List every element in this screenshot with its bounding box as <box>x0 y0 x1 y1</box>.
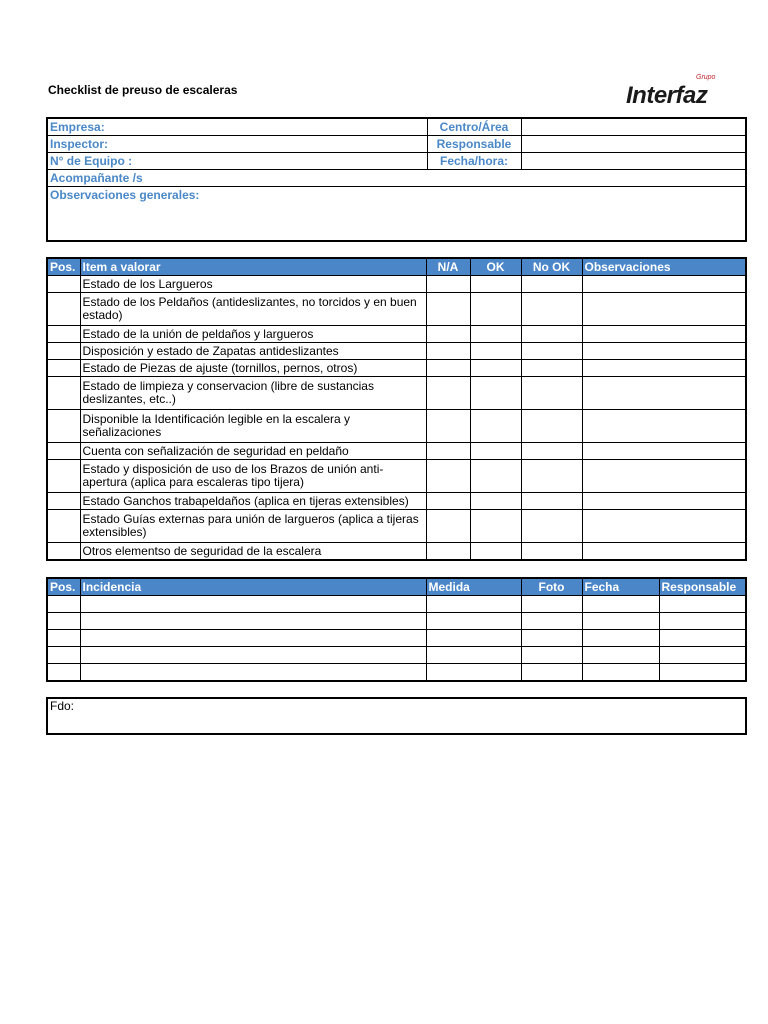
ok-cell[interactable] <box>470 326 521 343</box>
responsable-cell[interactable] <box>659 613 746 630</box>
responsable-cell[interactable] <box>659 664 746 682</box>
pos-cell[interactable] <box>47 410 80 443</box>
fecha-cell[interactable] <box>582 613 659 630</box>
nook-cell[interactable] <box>521 460 582 493</box>
incidencia-cell[interactable] <box>80 630 426 647</box>
pos-cell[interactable] <box>47 510 80 543</box>
obs-cell[interactable] <box>582 543 746 561</box>
pos-cell[interactable] <box>47 276 80 293</box>
incidencias-table <box>46 577 747 682</box>
foto-cell[interactable] <box>521 596 582 613</box>
responsable-cell[interactable] <box>659 647 746 664</box>
firma-box[interactable] <box>46 697 747 735</box>
checklist-row <box>47 510 746 543</box>
na-cell[interactable] <box>426 543 470 561</box>
responsable-field[interactable] <box>521 136 746 153</box>
pos-cell[interactable] <box>47 360 80 377</box>
checklist-row <box>47 410 746 443</box>
checklist-row <box>47 377 746 410</box>
incidencias-header-row <box>47 578 746 596</box>
pos-cell[interactable] <box>47 377 80 410</box>
medida-cell[interactable] <box>426 630 521 647</box>
nook-cell[interactable] <box>521 293 582 326</box>
obs-cell[interactable] <box>582 326 746 343</box>
checklist-row <box>47 276 746 293</box>
ok-cell[interactable] <box>470 293 521 326</box>
obs-cell[interactable] <box>582 493 746 510</box>
checklist-header-row <box>47 258 746 276</box>
medida-cell[interactable] <box>426 613 521 630</box>
fecha-label: Fecha/hora: <box>427 153 521 170</box>
na-cell[interactable] <box>426 510 470 543</box>
na-cell[interactable] <box>426 410 470 443</box>
item-label: Estado Guías externas para unión de largueros (aplica a tijeras extensibles) <box>80 510 426 543</box>
ok-cell[interactable] <box>470 377 521 410</box>
foto-cell[interactable] <box>521 664 582 682</box>
responsable-label: Responsable <box>427 136 521 153</box>
centro-label: Centro/Área <box>427 118 521 136</box>
ok-cell[interactable] <box>470 360 521 377</box>
ok-cell[interactable] <box>470 443 521 460</box>
checklist-row <box>47 293 746 326</box>
acompanante-label: Acompañante /s <box>47 170 746 187</box>
foto-cell[interactable] <box>521 613 582 630</box>
item-label: Estado de los Peldaños (antideslizantes, no torcidos y en buen estado) <box>80 293 426 326</box>
pos-cell[interactable] <box>47 664 80 682</box>
col-na: N/A <box>426 258 470 276</box>
obs-cell[interactable] <box>582 443 746 460</box>
incidencia-row <box>47 630 746 647</box>
responsable-cell[interactable] <box>659 630 746 647</box>
col-nook: No OK <box>521 258 582 276</box>
col-responsable: Responsable <box>659 578 746 596</box>
pos-cell[interactable] <box>47 443 80 460</box>
item-label: Estado Ganchos trabapeldaños (aplica en tijeras extensibles) <box>80 493 426 510</box>
na-cell[interactable] <box>426 343 470 360</box>
item-label: Disponible la Identificación legible en la escalera y señalizaciones <box>80 410 426 443</box>
empresa-label: Empresa: <box>47 118 427 136</box>
na-cell[interactable] <box>426 360 470 377</box>
na-cell[interactable] <box>426 293 470 326</box>
item-label: Cuenta con señalización de seguridad en peldaño <box>80 443 426 460</box>
pos-cell[interactable] <box>47 343 80 360</box>
incidencia-cell[interactable] <box>80 647 426 664</box>
col-fecha: Fecha <box>582 578 659 596</box>
na-cell[interactable] <box>426 276 470 293</box>
nook-cell[interactable] <box>521 493 582 510</box>
item-label: Estado de limpieza y conservacion (libre de sustancias deslizantes, etc..) <box>80 377 426 410</box>
inspector-label: Inspector: <box>47 136 427 153</box>
checklist-row <box>47 543 746 561</box>
col-item: Item a valorar <box>80 258 426 276</box>
fecha-cell[interactable] <box>582 596 659 613</box>
fecha-field[interactable] <box>521 153 746 170</box>
ok-cell[interactable] <box>470 493 521 510</box>
col-inc-pos: Pos. <box>47 578 80 596</box>
page-title: Checklist de preuso de escaleras <box>48 83 238 97</box>
medida-cell[interactable] <box>426 647 521 664</box>
obs-cell[interactable] <box>582 410 746 443</box>
ok-cell[interactable] <box>470 460 521 493</box>
nook-cell[interactable] <box>521 276 582 293</box>
pos-cell[interactable] <box>47 613 80 630</box>
fecha-cell[interactable] <box>582 647 659 664</box>
obs-cell[interactable] <box>582 377 746 410</box>
nook-cell[interactable] <box>521 343 582 360</box>
na-cell[interactable] <box>426 443 470 460</box>
item-label: Disposición y estado de Zapatas antideslizantes <box>80 343 426 360</box>
pos-cell[interactable] <box>47 293 80 326</box>
obs-cell[interactable] <box>582 360 746 377</box>
na-cell[interactable] <box>426 377 470 410</box>
obs-cell[interactable] <box>582 510 746 543</box>
ok-cell[interactable] <box>470 543 521 561</box>
pos-cell[interactable] <box>47 647 80 664</box>
item-label: Estado de los Largueros <box>80 276 426 293</box>
checklist-table <box>46 257 747 561</box>
info-table <box>46 117 747 242</box>
col-pos: Pos. <box>47 258 80 276</box>
checklist-row <box>47 326 746 343</box>
centro-field[interactable] <box>521 118 746 136</box>
incidencia-cell[interactable] <box>80 664 426 682</box>
pos-cell[interactable] <box>47 630 80 647</box>
item-label: Otros elementso de seguridad de la escalera <box>80 543 426 561</box>
observaciones-label: Observaciones generales: <box>47 187 746 242</box>
na-cell[interactable] <box>426 493 470 510</box>
firma-label: Fdo: <box>50 699 75 713</box>
na-cell[interactable] <box>426 326 470 343</box>
item-label: Estado de Piezas de ajuste (tornillos, pernos, otros) <box>80 360 426 377</box>
col-ok: OK <box>470 258 521 276</box>
obs-cell[interactable] <box>582 343 746 360</box>
fecha-cell[interactable] <box>582 664 659 682</box>
nook-cell[interactable] <box>521 543 582 561</box>
incidencia-row <box>47 596 746 613</box>
item-label: Estado y disposición de uso de los Brazos de unión anti-apertura (aplica para escaleras tipo tijera) <box>80 460 426 493</box>
pos-cell[interactable] <box>47 326 80 343</box>
foto-cell[interactable] <box>521 630 582 647</box>
equipo-label: N° de Equipo : <box>47 153 427 170</box>
pos-cell[interactable] <box>47 543 80 561</box>
logo-text: Interfaz <box>626 82 708 109</box>
nook-cell[interactable] <box>521 377 582 410</box>
col-obs: Observaciones <box>582 258 746 276</box>
checklist-row <box>47 443 746 460</box>
incidencia-cell[interactable] <box>80 596 426 613</box>
col-foto: Foto <box>521 578 582 596</box>
responsable-cell[interactable] <box>659 596 746 613</box>
incidencia-row <box>47 647 746 664</box>
foto-cell[interactable] <box>521 647 582 664</box>
checklist-row <box>47 360 746 377</box>
obs-cell[interactable] <box>582 460 746 493</box>
nook-cell[interactable] <box>521 443 582 460</box>
pos-cell[interactable] <box>47 493 80 510</box>
logo-mark: Grupo <box>696 74 716 81</box>
pos-cell[interactable] <box>47 596 80 613</box>
obs-cell[interactable] <box>582 293 746 326</box>
incidencia-row <box>47 664 746 682</box>
pos-cell[interactable] <box>47 460 80 493</box>
ok-cell[interactable] <box>470 510 521 543</box>
nook-cell[interactable] <box>521 510 582 543</box>
checklist-row <box>47 493 746 510</box>
incidencia-cell[interactable] <box>80 613 426 630</box>
ok-cell[interactable] <box>470 410 521 443</box>
ok-cell[interactable] <box>470 343 521 360</box>
nook-cell[interactable] <box>521 360 582 377</box>
nook-cell[interactable] <box>521 326 582 343</box>
medida-cell[interactable] <box>426 596 521 613</box>
na-cell[interactable] <box>426 460 470 493</box>
interfaz-logo <box>626 74 726 110</box>
incidencia-row <box>47 613 746 630</box>
checklist-row <box>47 460 746 493</box>
medida-cell[interactable] <box>426 664 521 682</box>
col-incidencia: Incidencia <box>80 578 426 596</box>
checklist-row <box>47 343 746 360</box>
obs-cell[interactable] <box>582 276 746 293</box>
col-medida: Medida <box>426 578 521 596</box>
item-label: Estado de la unión de peldaños y largueros <box>80 326 426 343</box>
nook-cell[interactable] <box>521 410 582 443</box>
fecha-cell[interactable] <box>582 630 659 647</box>
ok-cell[interactable] <box>470 276 521 293</box>
